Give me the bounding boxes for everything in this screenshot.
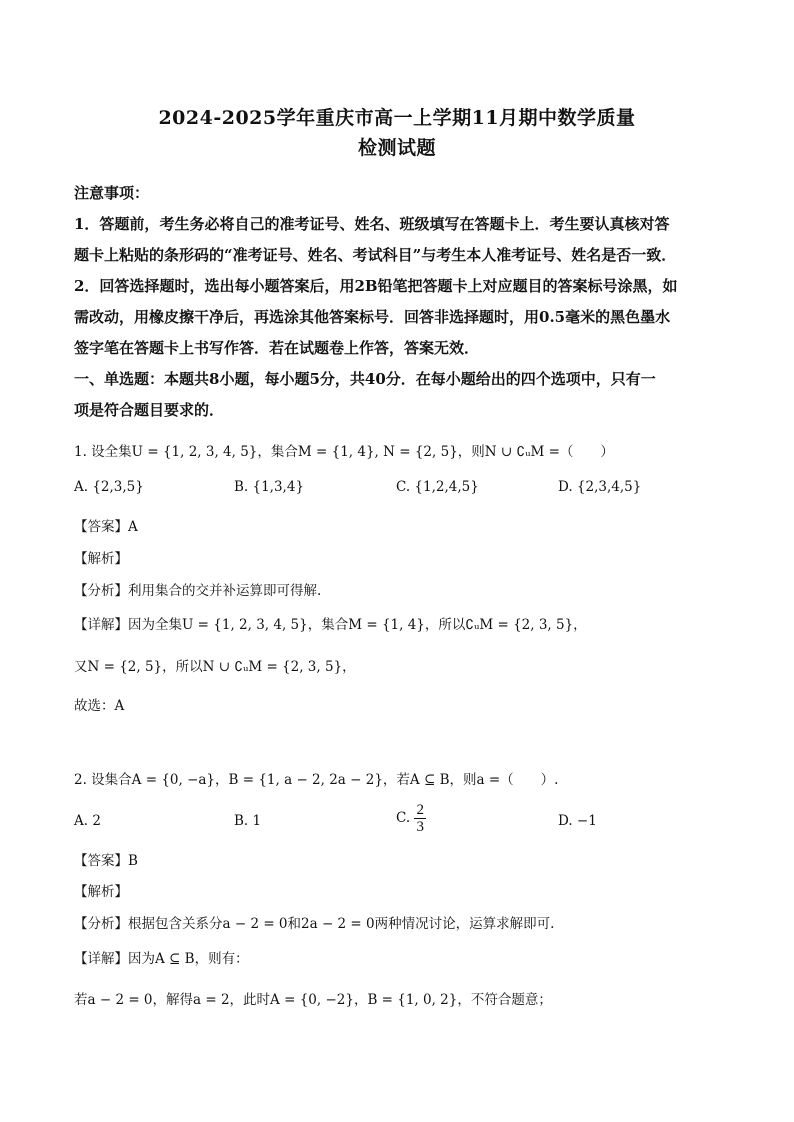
q1-stem: 1. 设全集U = {1, 2, 3, 4, 5}，集合M = {1, 4}, N = {2, 5}，则N ∪ ∁ᵤM =（ ）	[74, 444, 614, 460]
q1-option-b: B. {1,3,4}	[234, 479, 305, 495]
q2-analysis: 【解析】	[74, 884, 128, 900]
q2-option-d: D. −1	[558, 813, 597, 829]
notice-item1-line1: 1．答题前，考生务必将自己的准考证号、姓名、班级填写在答题卡上．考生要认真核对答	[74, 215, 670, 233]
q1-answer: 【答案】A	[74, 519, 138, 535]
q1-conclusion: 故选：A	[74, 698, 125, 714]
exam-title-line2: 检测试题	[357, 137, 436, 159]
q1-option-a: A. {2,3,5}	[74, 479, 144, 495]
notice-item2-line2: 需改动，用橡皮擦干净后，再选涂其他答案标号．回答非选择题时，用0.5毫米的黑色墨水	[74, 308, 671, 326]
q1-option-d: D. {2,3,4,5}	[558, 479, 642, 495]
notice-item2-line1: 2．回答选择题时，选出每小题答案后，用2B铅笔把答题卡上对应题目的答案标号涂黑，如	[74, 277, 678, 295]
section1-line2: 项是符合题目要求的．	[74, 401, 225, 419]
q1-detail-line1: 【详解】因为全集U = {1, 2, 3, 4, 5}，集合M = {1, 4}，所以∁ᵤM = {2, 3, 5}，	[74, 617, 587, 633]
q2-detail-line2: 若a − 2 = 0，解得a = 2，此时A = {0, −2}，B = {1, 0, 2}，不符合题意；	[74, 992, 552, 1008]
q2-answer: 【答案】B	[74, 853, 138, 869]
fraction-denominator: 3	[416, 819, 424, 835]
section1-line1: 一、单选题：本题共8小题，每小题5分，共40分．在每小题给出的四个选项中，只有一	[74, 370, 656, 388]
q2-detail-line1: 【详解】因为A ⊆ B，则有：	[74, 951, 249, 967]
notice-item2-line3: 签字笔在答题卡上书写作答．若在试题卷上作答，答案无效．	[74, 339, 480, 357]
q2-option-a: A. 2	[74, 813, 101, 829]
q1-analysis: 【解析】	[74, 551, 128, 567]
q2-option-c-fraction	[414, 802, 426, 835]
notice-heading: 注意事项：	[74, 184, 150, 202]
q1-fenxi: 【分析】利用集合的交并补运算即可得解.	[74, 583, 322, 599]
q2-option-b: B. 1	[234, 813, 262, 829]
q2-option-c	[396, 802, 426, 835]
notice-item1-line2: 题卡上粘贴的条形码的“准考证号、姓名、考试科目”与考生本人准考证号、姓名是否一致．	[74, 246, 677, 264]
exam-title-line1: 2024-2025学年重庆市高一上学期11月期中数学质量	[158, 107, 636, 129]
q1-option-c: C. {1,2,4,5}	[396, 479, 479, 495]
q2-stem: 2. 设集合A = {0, −a}，B = {1, a − 2, 2a − 2}，若A ⊆ B，则a =（ ）.	[74, 772, 559, 788]
q2-option-c-label: C.	[396, 810, 411, 826]
q1-detail-line2: 又N = {2, 5}，所以N ∪ ∁ᵤM = {2, 3, 5}，	[74, 659, 356, 675]
q2-fenxi: 【分析】根据包含关系分a − 2 = 0和2a − 2 = 0两种情况讨论，运算求解即可.	[74, 916, 555, 932]
fraction-numerator: 2	[416, 802, 424, 818]
